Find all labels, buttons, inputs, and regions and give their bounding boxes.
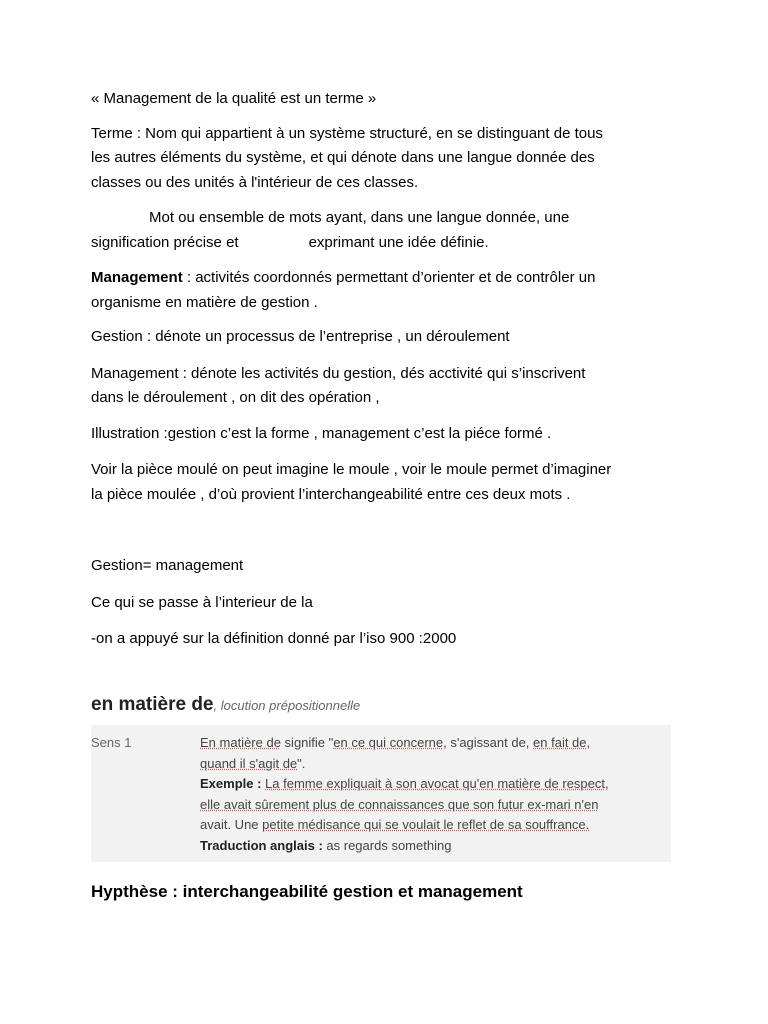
definition-link[interactable]: en ce qui concerne [333, 735, 444, 750]
dictionary-screenshot [91, 694, 671, 862]
definition-fragment: signifie " [280, 735, 334, 750]
definition-body [200, 733, 662, 856]
example-text: La femme expliquait à son avocat qu'en matière de respect, [265, 776, 609, 791]
translation-text: as regards something [322, 837, 452, 853]
definition-link[interactable]: en fait de [533, 735, 587, 750]
gestion-definition: Gestion : dénote un processus de l’entreprise , un déroulement [91, 328, 510, 345]
management-definition-line-2: organisme en matière de gestion . [91, 294, 318, 311]
example-label: Exemple : [200, 776, 262, 791]
definition-link[interactable]: En matière de [200, 735, 281, 750]
definition-fragment: , [586, 735, 591, 750]
translation-block [200, 836, 662, 857]
example-block [200, 774, 662, 836]
terme-line-1: Terme : Nom qui appartient à un système structuré, en se distinguant de tous [91, 125, 603, 142]
sense-label: Sens 1 [91, 735, 132, 750]
iso-line: -on a appuyé sur la définition donné par l’iso 900 :2000 [91, 630, 457, 647]
example-text: avait. Une [200, 817, 263, 832]
example-text: qui se voulait le reflet de sa souffrance. [360, 817, 590, 832]
mot-line-2-end: exprimant une idée définie. [308, 234, 489, 251]
definition-link[interactable]: quand il s'agit de [200, 755, 298, 771]
hypothesis-heading: Hypthèse : interchangeabilité gestion et management [91, 882, 523, 901]
management-definition-text: : activités coordonnés permettant d’orienter et de contrôler un [182, 269, 596, 286]
definition-fragment: ". [297, 755, 306, 771]
mot-line-2-start: signification précise et [91, 234, 239, 251]
example-text: elle avait sûrement plus de connaissances que son futur ex-mari n'en [200, 796, 599, 812]
definition-fragment: , s'agissant de, [443, 735, 534, 750]
example-link[interactable]: petite médisance [262, 817, 361, 832]
terme-line-3: classes ou des unités à l'intérieur de ces classes. [91, 174, 419, 191]
voir-line-1: Voir la pièce moulé on peut imagine le moule , voir le moule permet d’imaginer [91, 461, 612, 478]
dictionary-word: en matière de [91, 694, 214, 715]
management-term: Management [91, 269, 183, 286]
management-note-line-2: dans le déroulement , on dit des opération , [91, 389, 380, 406]
management-note-line-1: Management : dénote les activités du gestion, dés acctivité qui s’inscrivent [91, 365, 586, 382]
translation-label: Traduction anglais : [200, 837, 323, 853]
illustration-line: Illustration :gestion c’est la forme , management c’est la piéce formé . [91, 425, 552, 442]
terme-line-2: les autres éléments du système, et qui dénote dans une langue donnée des [91, 149, 595, 166]
dictionary-category: , locution prépositionnelle [213, 698, 361, 713]
management-definition-line-1 [91, 265, 691, 290]
mot-line-2 [91, 230, 691, 255]
dictionary-header [91, 694, 360, 724]
dictionary-entry [91, 725, 671, 862]
gestion-equals-line: Gestion= management [91, 557, 244, 574]
mot-line-1: Mot ou ensemble de mots ayant, dans une langue donnée, une [149, 209, 570, 226]
definition-text [200, 733, 662, 774]
voir-line-2: la pièce moulée , d’où provient l’interchangeabilité entre ces deux mots . [91, 486, 571, 503]
intro-quote: « Management de la qualité est un terme » [91, 90, 377, 107]
ce-qui-line: Ce qui se passe à l’interieur de la [91, 594, 313, 611]
